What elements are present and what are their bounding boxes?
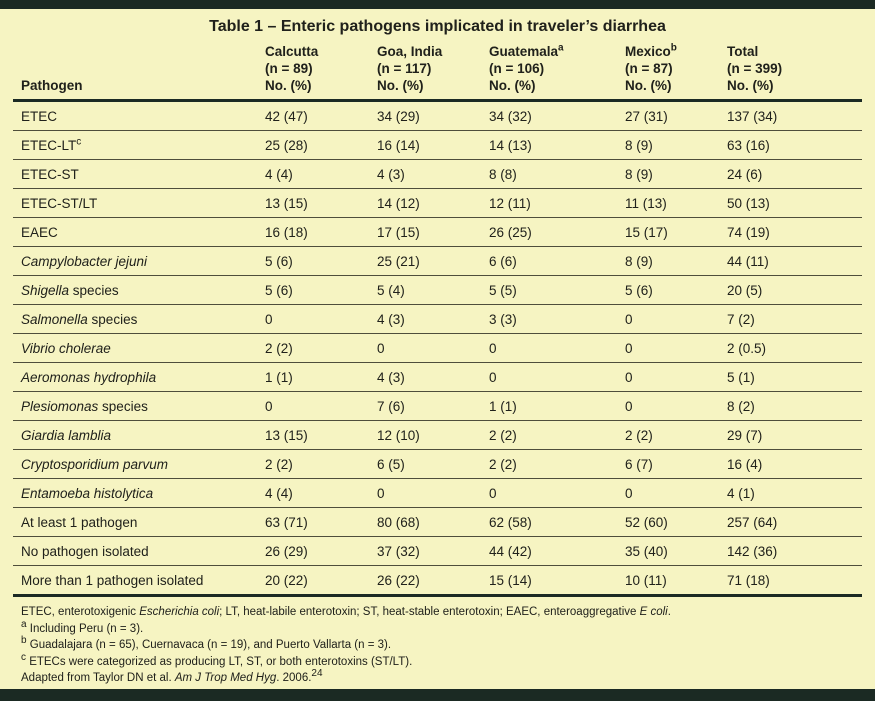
table-row — [13, 131, 862, 160]
value-cell: 13 (15) — [261, 189, 373, 218]
value-cell: 16 (4) — [723, 450, 862, 479]
value-cell: 44 (11) — [723, 247, 862, 276]
italic-text: Plesiomonas — [21, 399, 99, 414]
value-cell: 0 — [621, 334, 723, 363]
value-cell: 8 (2) — [723, 392, 862, 421]
value-cell: 37 (32) — [373, 537, 485, 566]
table-row — [13, 537, 862, 566]
value-cell: 15 (17) — [621, 218, 723, 247]
value-cell: 13 (15) — [261, 421, 373, 450]
table-body — [13, 101, 862, 596]
value-cell: 14 (13) — [485, 131, 621, 160]
pathogen-cell — [13, 189, 261, 218]
column-header-line: No. (%) — [489, 78, 536, 93]
pathogen-cell — [13, 131, 261, 160]
value-cell: 35 (40) — [621, 537, 723, 566]
value-cell: 26 (22) — [373, 566, 485, 596]
bottom-border-bar — [0, 689, 875, 701]
value-cell: 2 (2) — [261, 334, 373, 363]
value-cell: 4 (4) — [261, 479, 373, 508]
value-cell: 5 (6) — [261, 276, 373, 305]
column-header-line: (n = 106) — [489, 61, 545, 76]
value-cell: 34 (29) — [373, 101, 485, 131]
value-cell: 137 (34) — [723, 101, 862, 131]
italic-text: Shigella — [21, 283, 70, 298]
value-cell: 0 — [621, 392, 723, 421]
column-header-line: (n = 117) — [377, 61, 432, 76]
value-cell: 2 (2) — [485, 421, 621, 450]
text: ETEC-ST/LT — [21, 196, 98, 211]
table-row — [13, 247, 862, 276]
superscript: a — [21, 618, 27, 630]
pathogen-cell — [13, 101, 261, 131]
pathogen-cell — [13, 160, 261, 189]
column-header-line: Guatemala$^a$ — [489, 42, 564, 59]
value-cell: 20 (22) — [261, 566, 373, 596]
column-header-line: (n = 89) — [265, 61, 313, 76]
column-header-line: No. (%) — [625, 78, 672, 93]
pathogen-cell — [13, 566, 261, 596]
column-header-line: Goa, India — [377, 44, 443, 59]
italic-text: Vibrio cholerae — [21, 341, 111, 356]
value-cell: 4 (3) — [373, 305, 485, 334]
value-cell: 5 (5) — [485, 276, 621, 305]
italic-text: Giardia lamblia — [21, 428, 112, 443]
column-header-total — [723, 43, 862, 101]
text: ETEC, enterotoxigenic — [21, 606, 140, 618]
italic-text: Entamoeba histolytica — [21, 486, 154, 501]
value-cell: 24 (6) — [723, 160, 862, 189]
italic-text: Salmonella — [21, 312, 88, 327]
value-cell: 5 (6) — [621, 276, 723, 305]
superscript: c — [21, 651, 26, 663]
value-cell: 17 (15) — [373, 218, 485, 247]
column-header-goa-india — [373, 43, 485, 101]
value-cell: 0 — [485, 479, 621, 508]
pathogen-cell — [13, 247, 261, 276]
value-cell: 29 (7) — [723, 421, 862, 450]
value-cell: 4 (1) — [723, 479, 862, 508]
superscript: b — [670, 42, 677, 54]
value-cell: 8 (9) — [621, 131, 723, 160]
column-header-line: No. (%) — [377, 78, 424, 93]
table-content — [0, 9, 875, 689]
pathogen-cell — [13, 334, 261, 363]
value-cell: 0 — [621, 363, 723, 392]
column-header-mexico — [621, 43, 723, 101]
text: . — [667, 606, 671, 618]
value-cell: 34 (32) — [485, 101, 621, 131]
value-cell: 4 (3) — [373, 363, 485, 392]
text: At least 1 pathogen — [21, 515, 138, 530]
superscript: a — [558, 42, 564, 54]
footnote — [21, 604, 860, 621]
value-cell: 0 — [621, 305, 723, 334]
value-cell: 2 (2) — [621, 421, 723, 450]
value-cell: 11 (13) — [621, 189, 723, 218]
italic-text: Escherichia coli — [139, 606, 220, 618]
value-cell: 6 (5) — [373, 450, 485, 479]
text: No pathogen isolated — [21, 544, 149, 559]
table-row — [13, 218, 862, 247]
text: species — [87, 312, 138, 327]
pathogen-cell — [13, 392, 261, 421]
column-header-line: No. (%) — [727, 78, 774, 93]
text: More than 1 pathogen isolated — [21, 573, 204, 588]
value-cell: 26 (25) — [485, 218, 621, 247]
table-row — [13, 421, 862, 450]
table-header-row — [13, 43, 862, 101]
table-row — [13, 160, 862, 189]
text: Guadalajara (n = 65), Cuernavaca (n = 19), and Puerto Vallarta (n = 3). — [26, 639, 392, 651]
value-cell: 25 (28) — [261, 131, 373, 160]
table-row — [13, 334, 862, 363]
text: ; LT, heat-labile enterotoxin; ST, heat-stable enterotoxin; EAEC, enteroaggregative — [219, 606, 640, 618]
column-header-line: Calcutta — [265, 44, 319, 59]
pathogen-cell — [13, 305, 261, 334]
table-row — [13, 276, 862, 305]
value-cell: 1 (1) — [485, 392, 621, 421]
column-header-line: Mexico$^b$ — [625, 42, 677, 59]
footnotes — [13, 597, 862, 687]
value-cell: 0 — [261, 305, 373, 334]
pathogen-cell — [13, 508, 261, 537]
column-header-line: No. (%) — [265, 78, 312, 93]
text: ETEC-ST — [21, 167, 79, 182]
text: . 2006. — [276, 672, 312, 684]
value-cell: 1 (1) — [261, 363, 373, 392]
value-cell: 7 (6) — [373, 392, 485, 421]
value-cell: 27 (31) — [621, 101, 723, 131]
table-row — [13, 189, 862, 218]
value-cell: 8 (8) — [485, 160, 621, 189]
table-row — [13, 305, 862, 334]
superscript: b — [21, 635, 27, 647]
table-row — [13, 392, 862, 421]
table-row — [13, 508, 862, 537]
column-header-line: (n = 399) — [727, 61, 783, 76]
pathogen-cell — [13, 363, 261, 392]
pathogen-cell — [13, 276, 261, 305]
table-row — [13, 479, 862, 508]
table-row — [13, 450, 862, 479]
value-cell: 142 (36) — [723, 537, 862, 566]
value-cell: 2 (0.5) — [723, 334, 862, 363]
footnote — [21, 651, 860, 671]
pathogen-cell — [13, 537, 261, 566]
value-cell: 257 (64) — [723, 508, 862, 537]
value-cell: 63 (16) — [723, 131, 862, 160]
value-cell: 63 (71) — [261, 508, 373, 537]
value-cell: 10 (11) — [621, 566, 723, 596]
column-header-line: Total — [727, 44, 759, 59]
value-cell: 0 — [485, 334, 621, 363]
value-cell: 0 — [373, 334, 485, 363]
superscript: 24 — [311, 668, 323, 680]
footnote — [21, 618, 860, 638]
pathogen-cell — [13, 450, 261, 479]
text: species — [69, 283, 119, 298]
value-cell: 26 (29) — [261, 537, 373, 566]
table-row — [13, 101, 862, 131]
value-cell: 44 (42) — [485, 537, 621, 566]
italic-text: Campylobacter jejuni — [21, 254, 148, 269]
value-cell: 5 (6) — [261, 247, 373, 276]
footnote — [21, 637, 860, 654]
value-cell: 80 (68) — [373, 508, 485, 537]
column-header-line: (n = 87) — [625, 61, 673, 76]
text: species — [98, 399, 148, 414]
value-cell: 62 (58) — [485, 508, 621, 537]
value-cell: 2 (2) — [261, 450, 373, 479]
value-cell: 52 (60) — [621, 508, 723, 537]
top-border-bar — [0, 0, 875, 9]
column-header-calcutta — [261, 43, 373, 101]
table-row — [13, 363, 862, 392]
value-cell: 0 — [373, 479, 485, 508]
pathogens-table — [13, 43, 862, 597]
value-cell: 7 (2) — [723, 305, 862, 334]
value-cell: 0 — [621, 479, 723, 508]
footnote — [21, 670, 860, 687]
value-cell: 15 (14) — [485, 566, 621, 596]
value-cell: 20 (5) — [723, 276, 862, 305]
value-cell: 25 (21) — [373, 247, 485, 276]
value-cell: 71 (18) — [723, 566, 862, 596]
italic-text: Am J Trop Med Hyg — [174, 672, 277, 684]
table-row — [13, 566, 862, 596]
value-cell: 12 (11) — [485, 189, 621, 218]
value-cell: 74 (19) — [723, 218, 862, 247]
value-cell: 3 (3) — [485, 305, 621, 334]
italic-text: Aeromonas hydrophila — [21, 370, 157, 385]
pathogen-cell — [13, 218, 261, 247]
text: Adapted from Taylor DN et al. — [21, 672, 175, 684]
text: ETEC — [21, 109, 58, 124]
value-cell: 5 (4) — [373, 276, 485, 305]
text: EAEC — [21, 225, 58, 240]
value-cell: 16 (14) — [373, 131, 485, 160]
text: ETECs were categorized as producing LT, ST, or both enterotoxins (ST/LT). — [26, 655, 413, 668]
italic-text: E coli — [639, 606, 668, 618]
table-title: Table 1 – Enteric pathogens implicated in traveler’s diarrhea — [209, 18, 666, 35]
value-cell: 5 (1) — [723, 363, 862, 392]
value-cell: 12 (10) — [373, 421, 485, 450]
column-header-pathogen: Pathogen — [13, 43, 261, 101]
italic-text: Cryptosporidium parvum — [21, 457, 169, 472]
superscript: c — [76, 136, 82, 148]
value-cell: 8 (9) — [621, 247, 723, 276]
text: Including Peru (n = 3). — [26, 622, 144, 635]
value-cell: 0 — [485, 363, 621, 392]
value-cell: 50 (13) — [723, 189, 862, 218]
value-cell: 6 (6) — [485, 247, 621, 276]
value-cell: 14 (12) — [373, 189, 485, 218]
value-cell: 0 — [261, 392, 373, 421]
pathogen-cell — [13, 421, 261, 450]
value-cell: 16 (18) — [261, 218, 373, 247]
pathogen-cell — [13, 479, 261, 508]
text: ETEC-LT — [21, 138, 77, 153]
value-cell: 4 (3) — [373, 160, 485, 189]
value-cell: 4 (4) — [261, 160, 373, 189]
value-cell: 6 (7) — [621, 450, 723, 479]
column-header-guatemala — [485, 43, 621, 101]
value-cell: 2 (2) — [485, 450, 621, 479]
value-cell: 42 (47) — [261, 101, 373, 131]
value-cell: 8 (9) — [621, 160, 723, 189]
